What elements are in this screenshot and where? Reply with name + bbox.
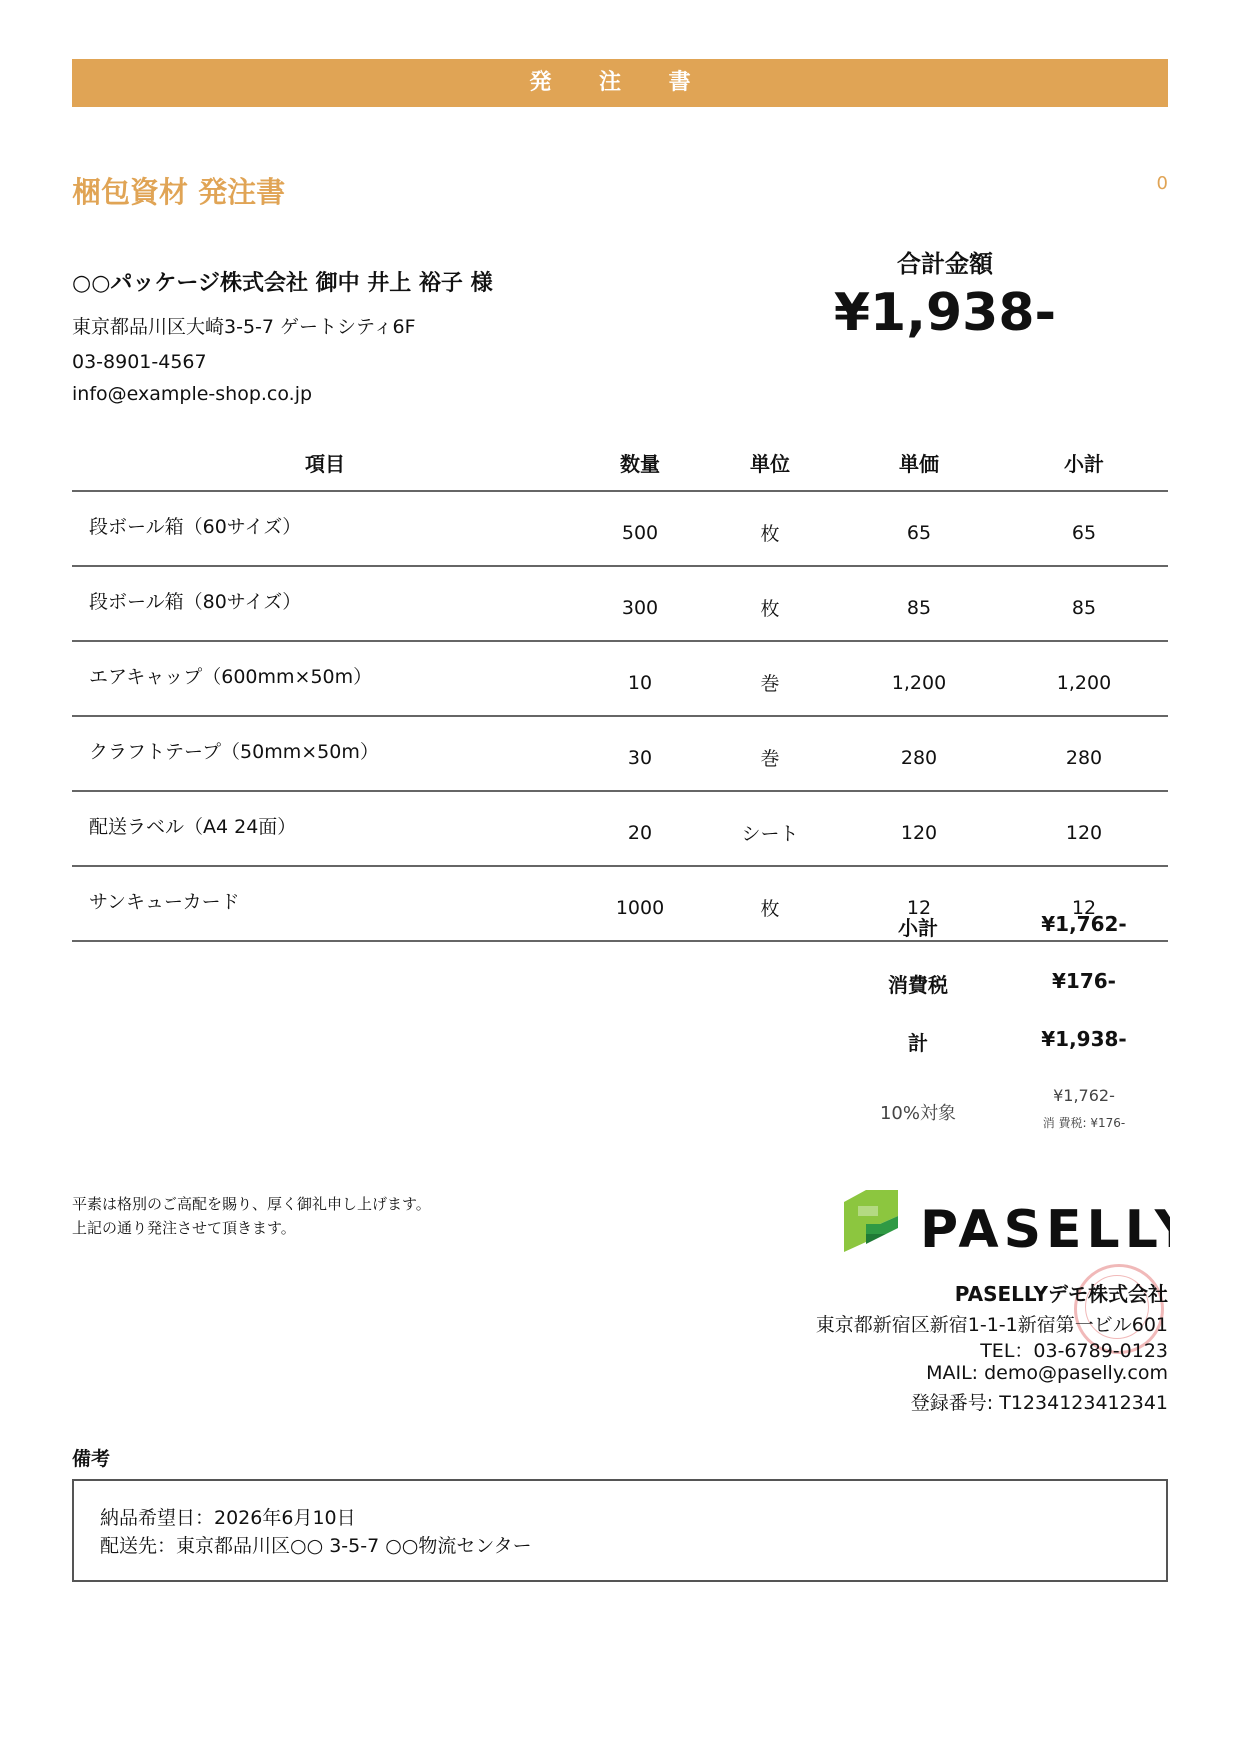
cell-quantity: 30 [578,716,702,791]
company-name: PASELLYデモ株式会社 [954,1282,1168,1306]
cell-unit-price: 280 [838,716,1000,791]
cell-item: サンキューカード [72,866,578,941]
cell-subtotal: 85 [1000,566,1168,641]
cell-quantity: 500 [578,491,702,566]
logo-wordmark: PASELLY [920,1200,1170,1260]
table-row [72,716,1168,791]
total-amount-label: 合計金額 [897,250,993,278]
tax-rate-tax: 消 費税: ¥176- [1042,1116,1126,1130]
cell-unit: 巻 [702,641,838,716]
cell-subtotal: 1,200 [1000,641,1168,716]
recipient-name: ○○パッケージ株式会社 御中 井上 裕子 様 [72,271,493,296]
total-amount-value: ¥1,938- [833,283,1057,343]
cell-unit-price: 85 [838,566,1000,641]
company-logo [840,1190,1170,1264]
greeting-message [72,1192,431,1240]
cell-item: エアキャップ（600mm×50m） [72,641,578,716]
cell-unit: シート [702,791,838,866]
cell-unit-price: 65 [838,491,1000,566]
company-registration: 登録番号: T1234123412341 [910,1392,1168,1414]
total-amount-box [790,244,1100,343]
cell-subtotal: 280 [1000,716,1168,791]
company-address: 東京都新宿区新宿1-1-1新宿第一ビル601 [815,1314,1168,1336]
document-type-banner: 発 注 書 [72,59,1168,107]
document-title: 梱包資材 発注書 [72,175,286,209]
column-header-quantity: 数量 [578,435,702,491]
notes-title: 備考 [72,1448,111,1470]
table-row [72,566,1168,641]
summary-subtotal-value: ¥1,762- [1041,912,1127,936]
cell-item: 段ボール箱（60サイズ） [72,491,578,566]
cell-quantity: 1000 [578,866,702,941]
cell-unit: 枚 [702,491,838,566]
cell-quantity: 20 [578,791,702,866]
cell-unit-price: 120 [838,791,1000,866]
cell-item: クラフトテープ（50mm×50m） [72,716,578,791]
cell-item: 段ボール箱（80サイズ） [72,566,578,641]
table-row [72,791,1168,866]
summary-tax-value: ¥176- [1052,969,1116,993]
document-number: 0 [1156,173,1168,194]
cell-quantity: 10 [578,641,702,716]
summary-total-value: ¥1,938- [1041,1027,1127,1051]
table-header-row [72,435,1168,491]
recipient-email: info@example-shop.co.jp [72,383,313,405]
recipient-address: 東京都品川区大崎3-5-7 ゲートシティ6F [72,316,416,338]
greeting-line-2: 上記の通り発注させて頂きます。 [72,1219,296,1237]
tax-rate-label: 10%対象 [879,1103,956,1124]
recipient-phone: 03-8901-4567 [72,351,207,373]
greeting-line-1: 平素は格別のご高配を賜り、厚く御礼申し上げます。 [72,1195,431,1213]
cell-unit-price: 1,200 [838,641,1000,716]
notes-delivery-date: 納品希望日：2026年6月10日 [100,1507,356,1529]
summary-total-label: 計 [908,1031,928,1055]
company-mail: MAIL: demo@paselly.com [926,1362,1168,1384]
tax-rate-amount: ¥1,762- [1053,1086,1115,1105]
cell-unit: 枚 [702,566,838,641]
cell-unit: 巻 [702,716,838,791]
column-header-subtotal: 小計 [1000,435,1168,491]
cell-subtotal: 65 [1000,491,1168,566]
summary-tax-label: 消費税 [888,973,948,997]
cell-unit-price: 12 [838,866,1000,941]
column-header-unit: 単位 [702,435,838,491]
column-header-unit-price: 単価 [838,435,1000,491]
line-items-table [72,435,1168,942]
cell-subtotal: 120 [1000,791,1168,866]
notes-box [72,1479,1168,1582]
cell-unit: 枚 [702,866,838,941]
table-row [72,641,1168,716]
notes-delivery-address: 配送先：東京都品川区○○ 3-5-7 ○○物流センター [100,1535,532,1557]
cell-item: 配送ラベル（A4 24面） [72,791,578,866]
summary-subtotal-label: 小計 [898,916,938,940]
company-tel: TEL：03-6789-0123 [980,1340,1168,1362]
column-header-item: 項目 [72,435,578,491]
cell-quantity: 300 [578,566,702,641]
table-row [72,491,1168,566]
paselly-logo-icon [840,1190,1170,1260]
cell-subtotal: 12 [1000,866,1168,941]
